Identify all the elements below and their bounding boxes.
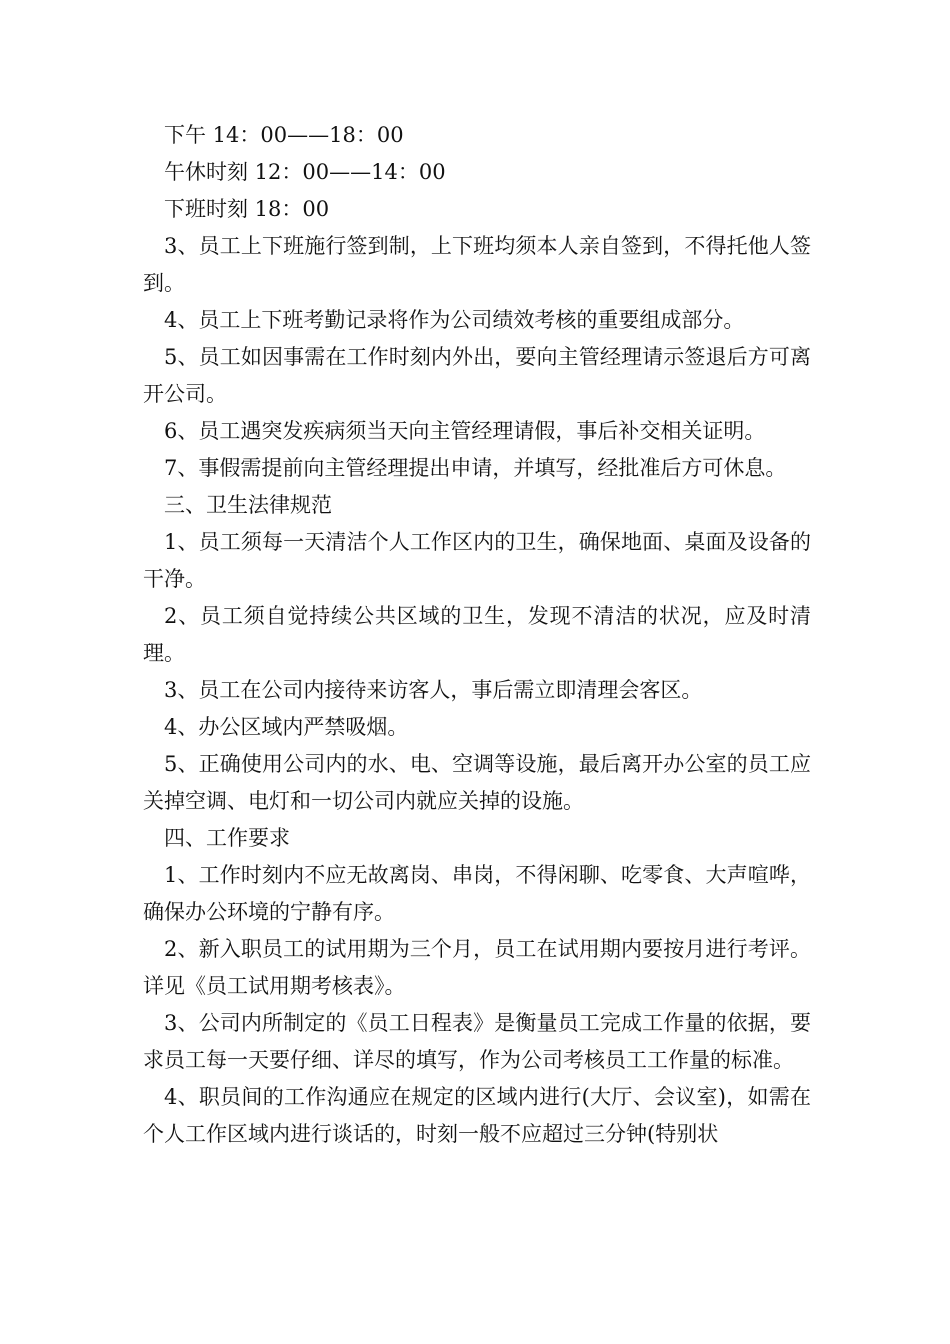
attendance-rule-3: 3、员工上下班施行签到制，上下班均须本人亲自签到，不得托他人签到。 [143, 234, 811, 295]
attendance-rule-7: 7、事假需提前向主管经理提出申请，并填写，经批准后方可休息。 [164, 456, 787, 480]
work-rule-1: 1、工作时刻内不应无故离岗、串岗，不得闲聊、吃零食、大声喧哗，确保办公环境的宁静有序。 [143, 863, 811, 924]
section-heading-hygiene: 三、卫生法律规范 [164, 493, 332, 517]
attendance-rule-5: 5、员工如因事需在工作时刻内外出，要向主管经理请示签退后方可离开公司。 [143, 345, 811, 406]
hygiene-rule-4: 4、办公区域内严禁吸烟。 [164, 715, 409, 739]
time-off-work: 下班时刻 18：00 [164, 197, 330, 221]
section-heading-work: 四、工作要求 [164, 826, 290, 850]
attendance-rule-6: 6、员工遇突发疾病须当天向主管经理请假，事后补交相关证明。 [164, 419, 766, 443]
hygiene-rule-5: 5、正确使用公司内的水、电、空调等设施，最后离开办公室的员工应关掉空调、电灯和一切公司内就应关掉的设施。 [143, 752, 811, 813]
attendance-rule-4: 4、员工上下班考勤记录将作为公司绩效考核的重要组成部分。 [164, 308, 745, 332]
work-rule-3: 3、公司内所制定的《员工日程表》是衡量员工完成工作量的依据，要求员工每一天要仔细、详尽的填写，作为公司考核员工工作量的标准。 [143, 1011, 811, 1072]
work-rule-4: 4、职员间的工作沟通应在规定的区域内进行(大厅、会议室)，如需在个人工作区域内进行谈话的，时刻一般不应超过三分钟(特别状 [143, 1085, 811, 1146]
time-lunch-break: 午休时刻 12：00——14：00 [164, 160, 446, 184]
time-afternoon: 下午 14：00——18：00 [164, 123, 404, 147]
hygiene-rule-1: 1、员工须每一天清洁个人工作区内的卫生，确保地面、桌面及设备的干净。 [143, 530, 811, 591]
document-body [143, 117, 811, 1153]
hygiene-rule-3: 3、员工在公司内接待来访客人，事后需立即清理会客区。 [164, 678, 703, 702]
work-rule-2: 2、新入职员工的试用期为三个月，员工在试用期内要按月进行考评。详见《员工试用期考核表》。 [143, 937, 811, 998]
hygiene-rule-2: 2、员工须自觉持续公共区域的卫生，发现不清洁的状况，应及时清理。 [143, 604, 811, 665]
